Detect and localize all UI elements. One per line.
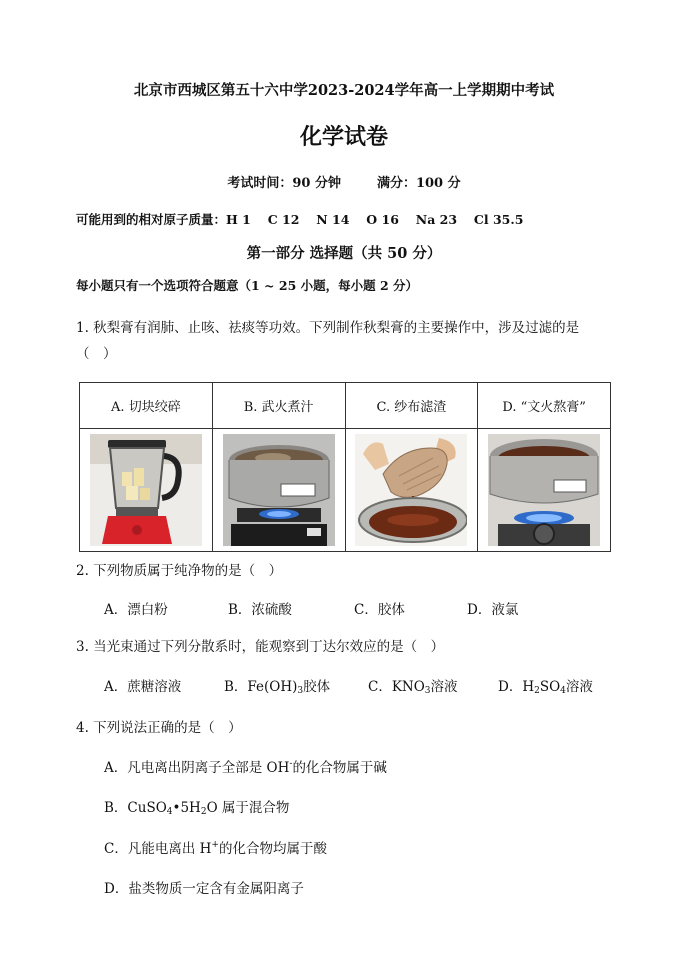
q4-b-subscript-1: 4 — [166, 807, 173, 817]
exam-title: 北京市西城区第五十六中学2023-2024学年高一上学期期中考试 — [133, 82, 555, 99]
q1-options-table — [79, 382, 611, 552]
exam-meta — [0, 172, 688, 191]
q3-option-a[interactable]: A．蔗糖溶液 — [104, 679, 182, 695]
q3-b-text-pre: B．Fe(OH) — [224, 679, 298, 695]
q3-b-text-post: 胶体 — [303, 679, 331, 695]
q2-option-d[interactable]: D．液氯 — [467, 602, 519, 618]
q4-b-text-mid: •5H — [172, 800, 201, 816]
q1-option-b-image — [212, 429, 345, 552]
q3-d-subscript-1: 2 — [534, 686, 540, 696]
q1-option-c-image — [345, 429, 478, 552]
q3-stem: 3. 当光束通过下列分散系时，能观察到丁达尔效应的是（ ） — [76, 639, 445, 655]
q2-option-a[interactable]: A．漂白粉 — [104, 602, 168, 618]
q3-d-text-pre: D．H — [498, 679, 535, 695]
q3-c-text-post: 溶液 — [430, 679, 458, 695]
simmering-pot-icon — [488, 434, 600, 546]
q4-c-superscript: + — [211, 840, 219, 850]
q1-option-a-label: A. 切块绞碎 — [80, 383, 213, 429]
q1-option-d-label: D. “文火熬膏” — [478, 383, 611, 429]
q2-option-c[interactable]: C．胶体 — [354, 602, 405, 618]
q3-c-subscript: 3 — [424, 686, 431, 696]
cloth-filter-icon — [355, 434, 467, 546]
q4-c-text-post: 的化合物均属于酸 — [218, 841, 327, 857]
q3-b-subscript: 3 — [297, 686, 304, 696]
atomic-masses: 可能用到的相对原子质量：H 1 C 12 N 14 O 16 Na 23 Cl 35.5 — [76, 212, 524, 227]
q4-option-b[interactable] — [104, 796, 289, 817]
full-score: 满分：100 分 — [376, 176, 461, 191]
q1-option-b-label: B. 武火煮汁 — [212, 383, 345, 429]
q4-option-a[interactable] — [104, 756, 387, 776]
section-title: 第一部分 选择题（共 50 分） — [246, 245, 442, 262]
q3-option-b[interactable] — [224, 675, 330, 696]
q3-d-text-post: 溶液 — [565, 679, 593, 695]
q4-a-text-pre: A．凡电离出阴离子全部是 OH — [104, 760, 290, 776]
q4-stem: 4. 下列说法正确的是（ ） — [76, 720, 242, 736]
q3-c-text-pre: C．KNO — [368, 679, 425, 695]
q4-a-superscript: - — [289, 759, 293, 769]
exam-time: 考试时间：90 分钟 — [227, 176, 341, 191]
boiling-pot-icon — [223, 434, 335, 546]
blender-icon — [90, 434, 202, 546]
subject-title: 化学试卷 — [299, 124, 388, 150]
q1-option-a-image — [80, 429, 213, 552]
q2-stem: 2. 下列物质属于纯净物的是（ ） — [76, 563, 283, 579]
q3-d-text-mid: SO — [539, 679, 561, 695]
q3-option-d[interactable] — [498, 675, 593, 696]
q1-stem-line2: （ ） — [76, 346, 117, 362]
q4-option-c[interactable] — [104, 837, 327, 857]
q3-option-c[interactable] — [368, 675, 458, 696]
q4-b-text-pre: B．CuSO — [104, 800, 167, 816]
q4-c-text-pre: C．凡能电离出 H — [104, 841, 212, 857]
q4-a-text-post: 的化合物属于碱 — [292, 760, 387, 776]
q2-option-b[interactable]: B．浓硫酸 — [228, 602, 292, 618]
q4-b-text-post: O 属于混合物 — [206, 800, 290, 816]
q4-b-subscript-2: 2 — [200, 807, 207, 817]
q1-option-c-label: C. 纱布滤渣 — [345, 383, 478, 429]
section-instruction: 每小题只有一个选项符合题意（1 ~ 25 小题，每小题 2 分） — [76, 278, 419, 293]
q1-stem-line1: 1. 秋梨膏有润肺、止咳、祛痰等功效。下列制作秋梨膏的主要操作中，涉及过滤的是 — [76, 320, 580, 336]
q4-option-d[interactable]: D．盐类物质一定含有金属阳离子 — [104, 881, 304, 897]
q3-d-subscript-2: 4 — [560, 686, 566, 696]
q1-option-d-image — [478, 429, 611, 552]
